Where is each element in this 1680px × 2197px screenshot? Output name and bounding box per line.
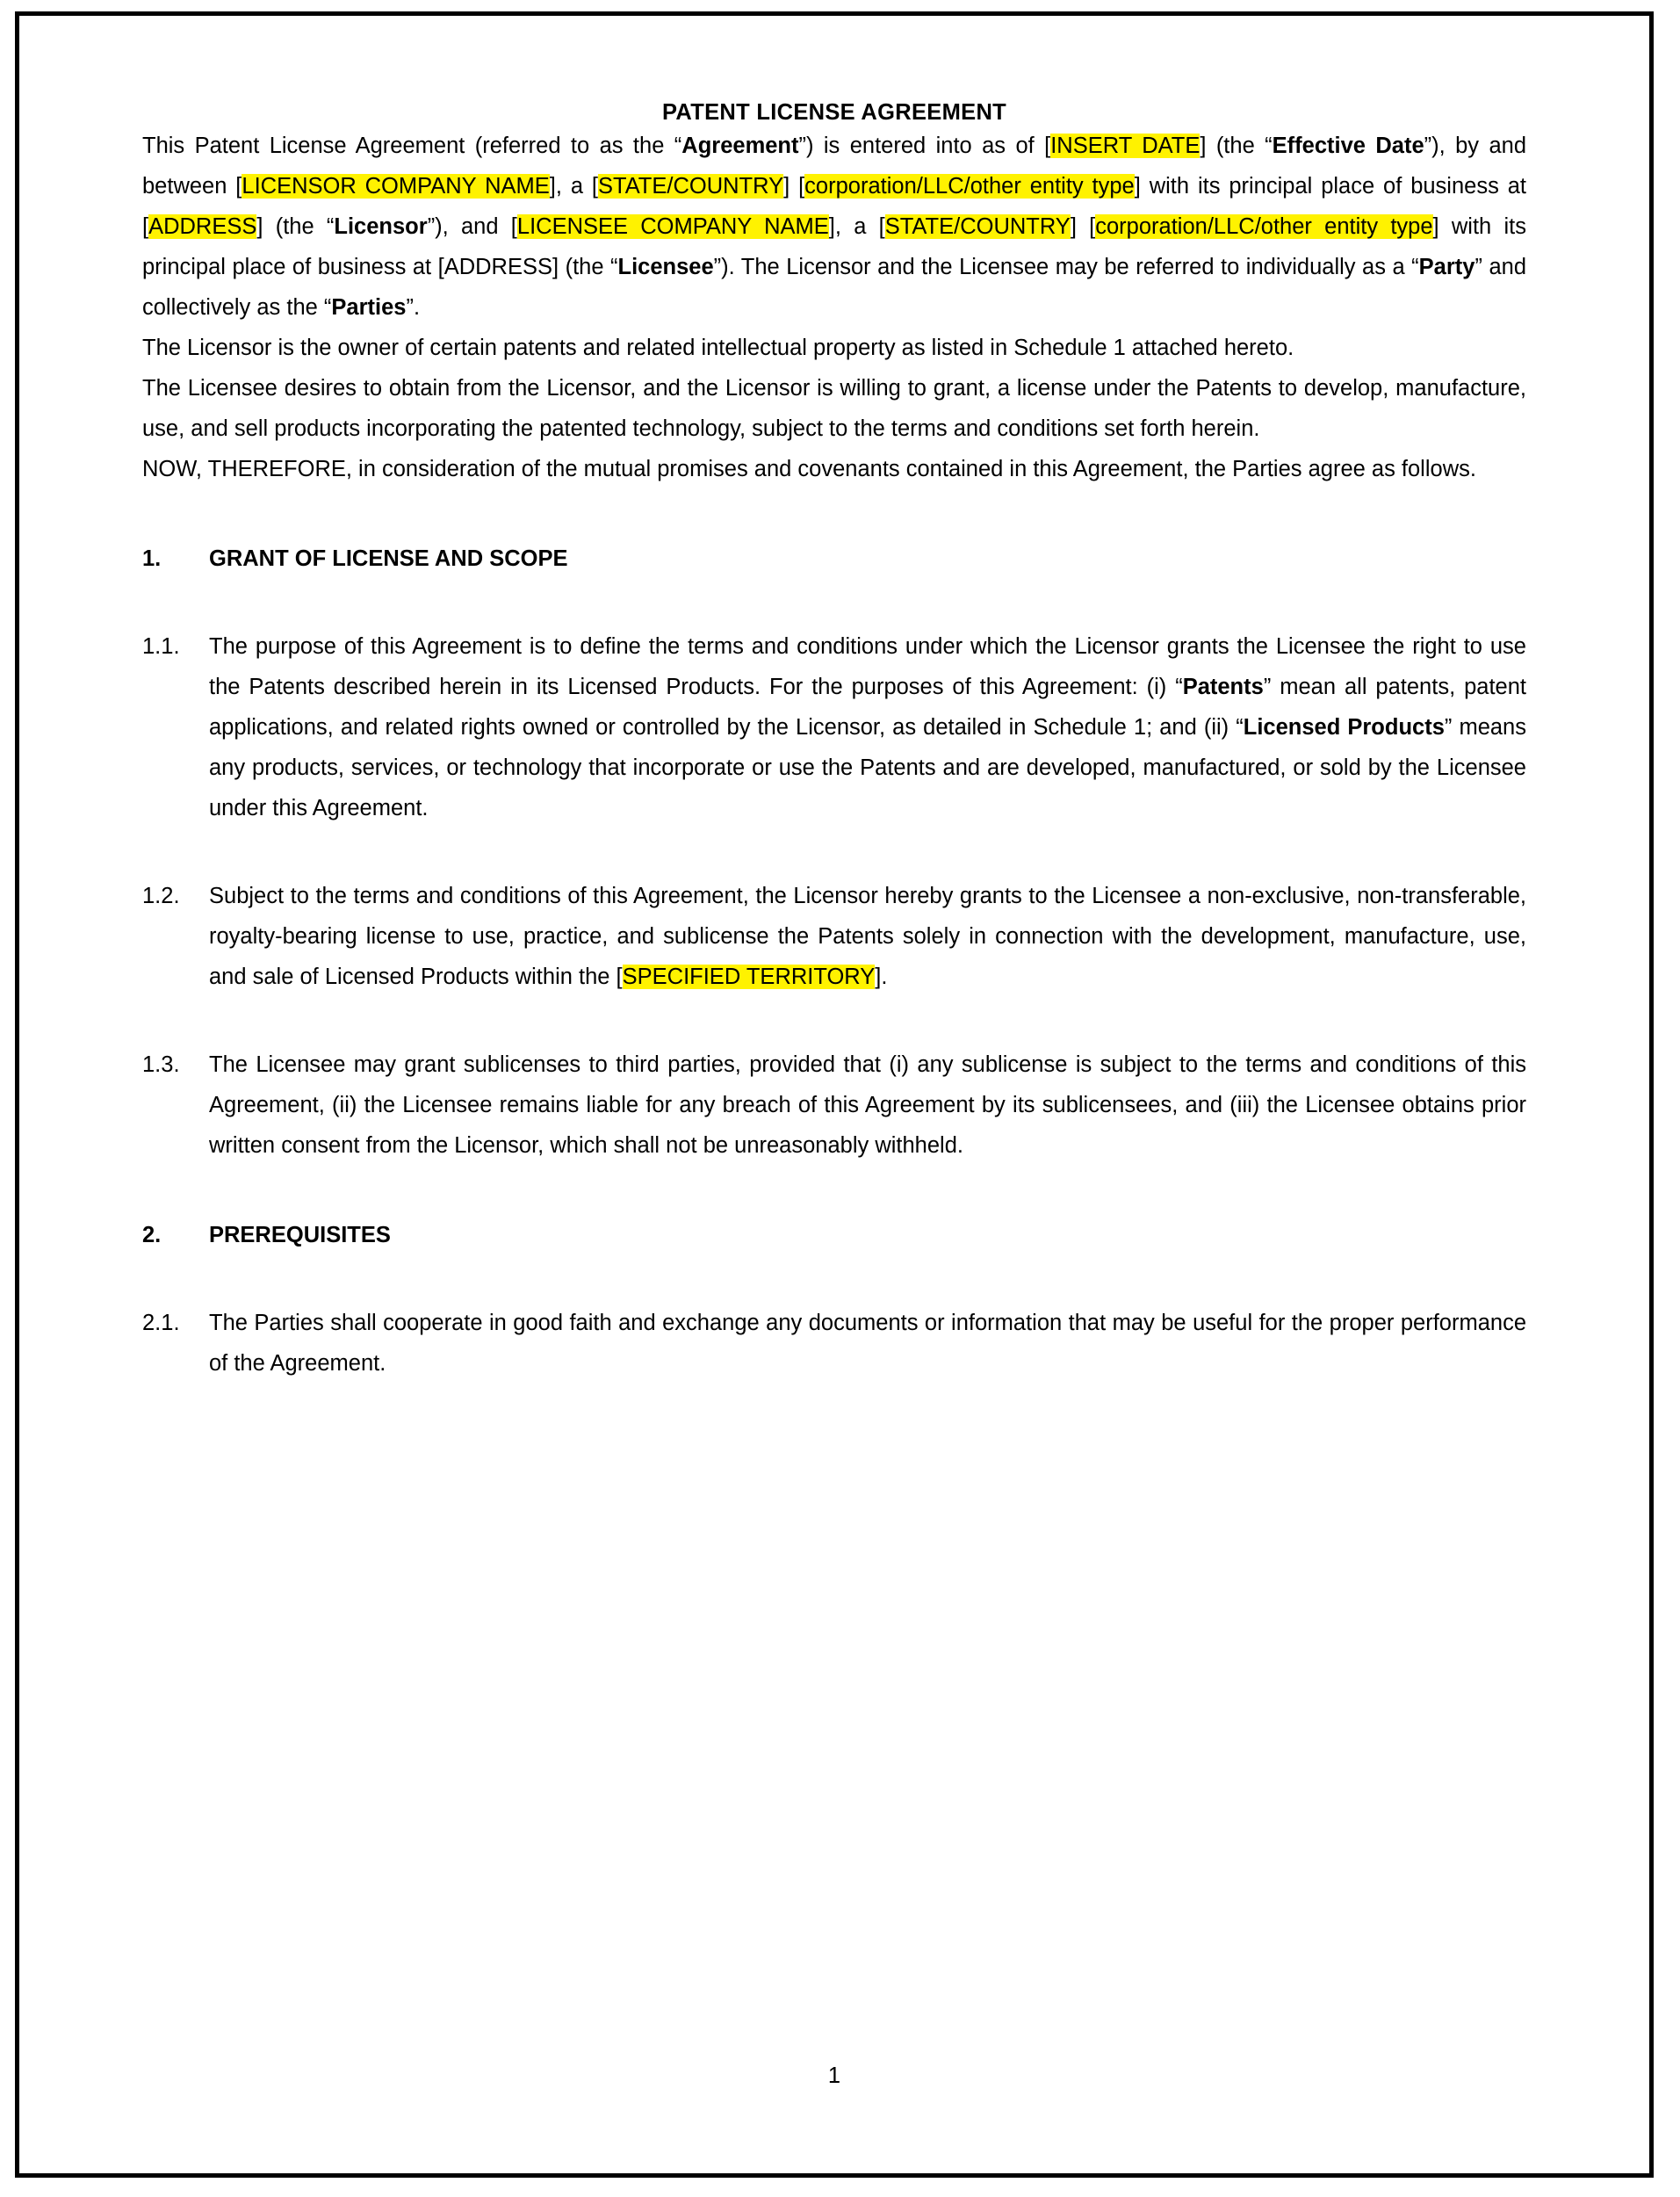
clause-number: 1.3. xyxy=(142,1052,180,1077)
text-run: The purpose of this Agreement is to define the terms and conditions under which the Licensor grants the Licensee the right to use the Patents described herein in its Licensed Products. For the purposes of this Agreement: (i) “ xyxy=(209,634,1526,699)
clause-2-1 xyxy=(142,1303,1526,1384)
section-number: 2. xyxy=(142,1223,162,1247)
text-run: ”) is entered into as of [ xyxy=(798,134,1051,158)
text-run: ] [ xyxy=(783,174,805,199)
clause-1-1 xyxy=(142,626,1526,828)
text-run: ]. xyxy=(875,965,888,989)
text-run: ] (the “ xyxy=(1200,134,1273,158)
preamble-paragraph-3: The Licensee desires to obtain from the Licensor, and the Licensor is willing to grant, a license under the Patents to develop, manufacture, use, and sell products incorporating the patented technology, subject to the terms and conditions set forth herein. xyxy=(142,376,1526,441)
section-title: GRANT OF LICENSE AND SCOPE xyxy=(209,546,568,571)
text-run: ”). The Licensor and the Licensee may be referred to individually as a “ xyxy=(713,255,1419,279)
defined-term-patents: Patents xyxy=(1182,675,1264,699)
section-number: 1. xyxy=(142,546,162,571)
text-run: ] with its principal place of business at [ADDRESS] (the “ xyxy=(142,214,1526,279)
clause-text: The Parties shall cooperate in good faith and exchange any documents or information that may be useful for the proper performance of the Agreement. xyxy=(209,1311,1526,1376)
text-run: This Patent License Agreement (referred to as the “ xyxy=(142,134,682,158)
document-page xyxy=(15,11,1654,2178)
placeholder-licensee-entity-type: corporation/LLC/other entity type xyxy=(1095,214,1433,239)
placeholder-specified-territory: SPECIFIED TERRITORY xyxy=(622,965,876,989)
text-run: ], a [ xyxy=(828,214,885,239)
text-run: ] (the “ xyxy=(256,214,335,239)
text-run: ”), by and between [ xyxy=(142,134,1527,199)
text-run: ], a [ xyxy=(549,174,598,199)
clause-number: 1.2. xyxy=(142,884,180,908)
placeholder-licensee-company-name: LICENSEE COMPANY NAME xyxy=(516,214,829,239)
placeholder-licensor-state-country: STATE/COUNTRY xyxy=(598,174,784,199)
placeholder-licensee-state-country: STATE/COUNTRY xyxy=(884,214,1071,239)
section-heading-2 xyxy=(142,1215,1526,1255)
section-title: PREREQUISITES xyxy=(209,1223,391,1247)
defined-term-agreement: Agreement xyxy=(681,134,799,158)
defined-term-licensee: Licensee xyxy=(617,255,714,279)
preamble-paragraph-1 xyxy=(142,126,1526,328)
clause-number: 2.1. xyxy=(142,1311,180,1335)
clause-text: The Licensee may grant sublicenses to third parties, provided that (i) any sublicense is subject to the terms and conditions of this Agreement, (ii) the Licensee remains liable for any breach of this Agreement by its sublicensees, and (iii) the Licensee obtains prior written consent from the Licensor, which shall not be unreasonably withheld. xyxy=(209,1052,1526,1158)
page-content-area xyxy=(19,16,1649,2173)
section-heading-1 xyxy=(142,538,1526,579)
clause-text xyxy=(209,626,1526,828)
placeholder-licensor-address: ADDRESS xyxy=(148,214,257,239)
text-run: ” means any products, services, or technology that incorporate or use the Patents and are developed, manufactured, or sold by the Licensee under this Agreement. xyxy=(209,715,1526,820)
clause-1-3 xyxy=(142,1044,1526,1166)
placeholder-insert-date: INSERT DATE xyxy=(1050,134,1201,158)
clause-text xyxy=(209,876,1526,997)
clause-number: 1.1. xyxy=(142,634,180,659)
defined-term-licensor: Licensor xyxy=(334,214,428,239)
placeholder-licensor-company-name: LICENSOR COMPANY NAME xyxy=(242,174,550,199)
clause-1-2 xyxy=(142,876,1526,997)
document-body xyxy=(142,126,1526,1384)
defined-term-licensed-products: Licensed Products xyxy=(1243,715,1445,740)
page-title: PATENT LICENSE AGREEMENT xyxy=(661,100,1007,125)
text-run: ] [ xyxy=(1070,214,1096,239)
text-run: ”), and [ xyxy=(427,214,517,239)
placeholder-licensor-entity-type: corporation/LLC/other entity type xyxy=(804,174,1135,199)
text-run: ] with its principal place of business at [ xyxy=(142,174,1526,239)
page-number-footer: 1 xyxy=(827,2063,841,2088)
defined-term-parties: Parties xyxy=(331,295,407,320)
defined-term-effective-date: Effective Date xyxy=(1272,134,1424,158)
preamble-paragraph-2: The Licensor is the owner of certain patents and related intellectual property as listed in Schedule 1 attached hereto. xyxy=(142,336,1294,360)
text-run: Subject to the terms and conditions of this Agreement, the Licensor hereby grants to the Licensee a non-exclusive, non-transferable, royalty-bearing license to use, practice, and sublicense the Patents solely in connection with the development, manufacture, use, and sale of Licensed Products within the [ xyxy=(209,884,1526,989)
text-run: ” mean all patents, patent applications, and related rights owned or controlled by the Licensor, as detailed in Schedule 1; and (ii) “ xyxy=(209,675,1526,740)
defined-term-party: Party xyxy=(1418,255,1475,279)
text-run: ”. xyxy=(406,295,421,320)
text-run: ” and collectively as the “ xyxy=(142,255,1526,320)
preamble-paragraph-4: NOW, THEREFORE, in consideration of the mutual promises and covenants contained in this Agreement, the Parties agree as follows. xyxy=(142,457,1476,481)
